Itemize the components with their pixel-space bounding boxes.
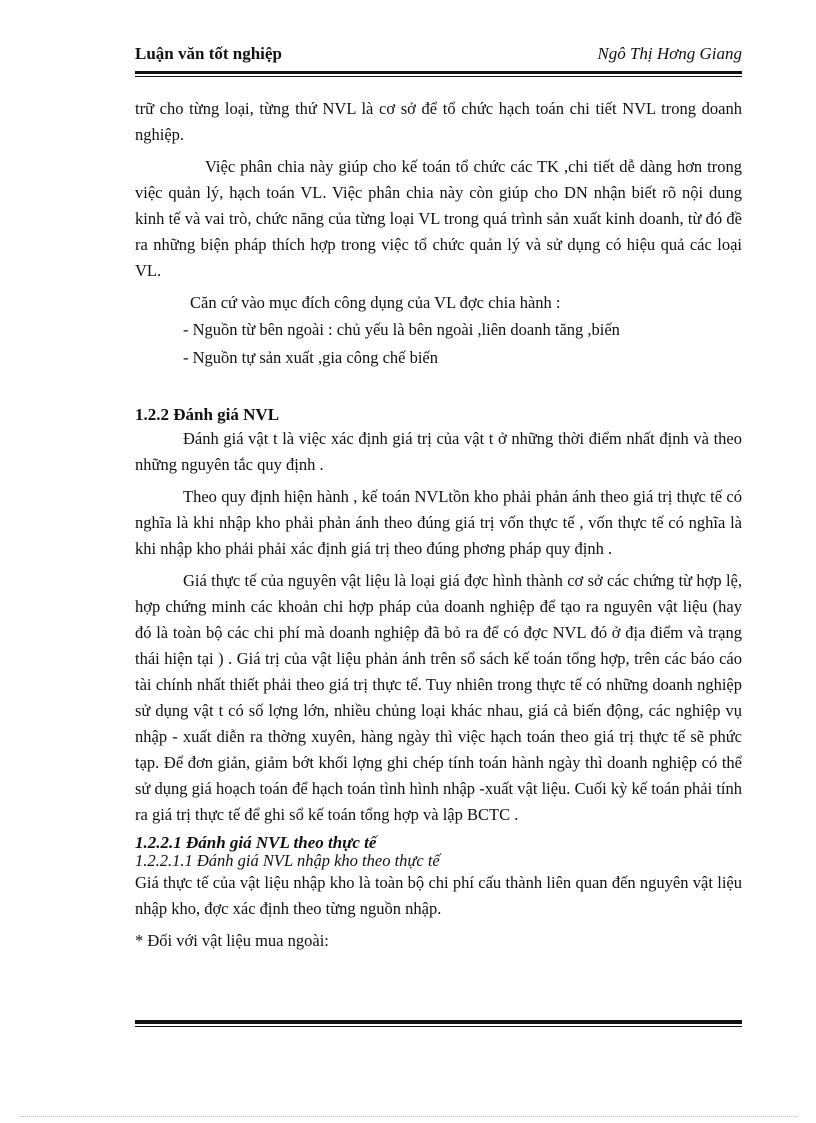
page-header	[135, 44, 742, 68]
page-edge-dotted-line	[20, 1116, 796, 1117]
paragraph: Giá thực tế của vật liệu nhập kho là toàn bộ chi phí cấu thành liên quan đến nguyên vật liệu nhập kho, đợc xác định theo từng nguồn nhập.	[135, 873, 742, 918]
footer-rule-thick	[135, 1020, 742, 1024]
footer-rule-thin	[135, 1026, 742, 1027]
paragraph: trữ cho từng loại, từng thứ NVL là cơ sở để tổ chức hạch toán chi tiết NVL trong doanh nghiệp.	[135, 99, 742, 144]
author-name: Ngô Thị Hơng Giang	[597, 44, 742, 63]
thesis-label: Luận văn tốt nghiệp	[135, 44, 282, 63]
header-rule-thick	[135, 71, 742, 74]
section-heading: 1.2.2 Đánh giá NVL	[135, 405, 280, 424]
document-body	[135, 96, 742, 954]
paragraph: Căn cứ vào mục đích công dụng của VL đợc chia hành :	[190, 293, 561, 312]
paragraph: Giá thực tế của nguyên vật liệu là loại giá đợc hình thành cơ sở các chứng từ hợp lệ, hợp chứng minh các khoản chi hợp pháp của doanh nghiệp để tạo ra nguyên vật liệu (hay đó là toàn bộ các chi phí mà doanh nghiệp đã bỏ ra để có đợc NVL đó ở địa điểm và trạng thái hiện tại ) . Giá trị của vật liệu phản ánh trên sổ sách kế toán tổng hợp, trên các báo cáo tài chính nhất thiết phải theo giá trị thực tế. Tuy nhiên trong thực tế có những doanh nghiệp sử dụng vật t có số lợng lớn, nhiều chủng loại khác nhau, giá cả biến động, các nghiệp vụ nhập - xuất diễn ra thờng xuyên, hàng ngày thì việc hạch toán theo giá trị thực tế sẽ phức tạp. Để đơn giản, giảm bớt khối lợng ghi chép tính toán hành ngày thì doanh nghiệp có thể sử dụng giá hoạch toán để hạch toán tình hình nhập -xuất vật liệu. Cuối kỳ kế toán phải tính ra giá trị thực tế để ghi sổ kế toán tổng hợp và lập BCTC .	[135, 571, 742, 824]
header-row	[135, 44, 742, 68]
paragraph: Việc phân chia này giúp cho kế toán tổ chức các TK ,chi tiết dễ dàng hơn trong việc quản lý, hạch toán VL. Việc phân chia này còn giúp cho DN nhận biết rõ nội dung kinh tế và vai trò, chức năng của từng loại VL trong quá trình sản xuất kinh doanh, từ đó đề ra những biện pháp thích hợp trong việc tổ chức quản lý và sử dụng có hiệu quả các loại VL.	[135, 157, 742, 280]
subsection-heading: 1.2.2.1 Đánh giá NVL theo thực tế	[135, 833, 377, 852]
list-item: - Nguồn từ bên ngoài : chủ yếu là bên ngoài ,liên doanh tăng ,biến	[183, 320, 620, 339]
paragraph: Theo quy định hiện hành , kế toán NVLtồn kho phải phản ánh theo giá trị thực tế có nghĩa là khi nhập kho phải phản ánh theo đúng giá trị vốn thực tế , vốn thực tế có nghĩa là khi nhập kho phải phải xác định giá trị theo đúng phơng pháp quy định .	[135, 487, 742, 558]
header-rule-thin	[135, 76, 742, 77]
paragraph: Đánh giá vật t là việc xác định giá trị của vật t ở những thời điểm nhất định và theo những nguyên tắc quy định .	[135, 429, 742, 474]
subsubsection-heading: 1.2.2.1.1 Đánh giá NVL nhập kho theo thực tế	[135, 851, 440, 870]
paragraph: * Đối với vật liệu mua ngoài:	[135, 931, 329, 950]
list-item: - Nguồn tự sản xuất ,gia công chế biến	[183, 348, 439, 367]
